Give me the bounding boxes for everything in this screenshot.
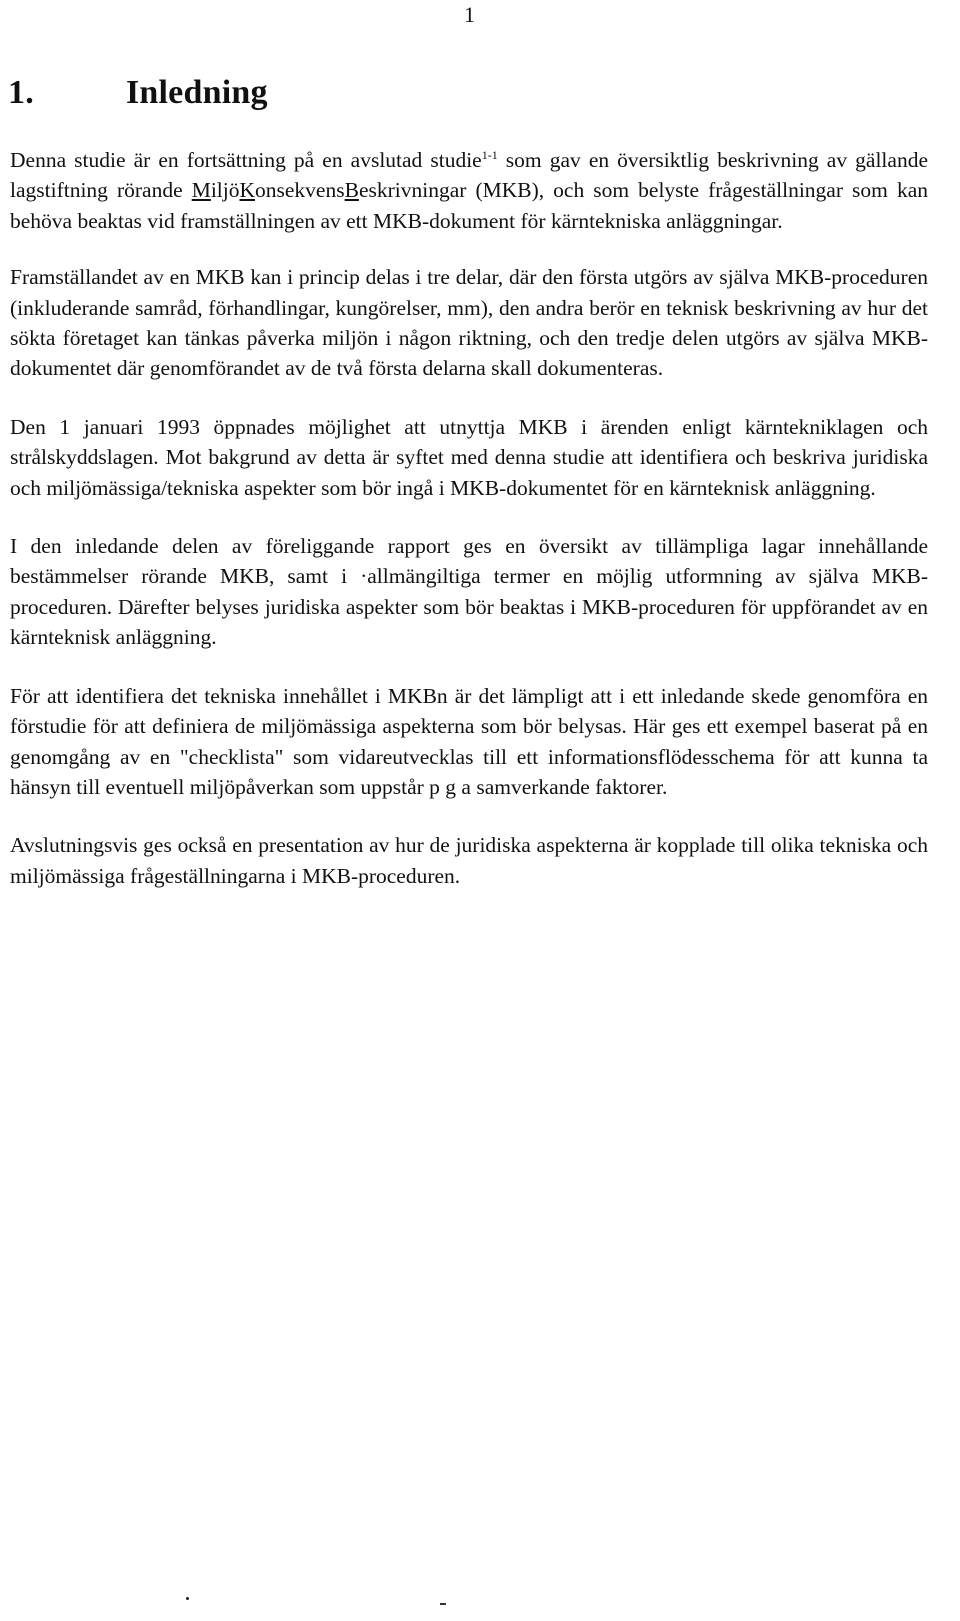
section-number: 1. [8,74,34,111]
paragraph-report-overview: I den inledande delen av föreliggande rapport ges en översikt av tillämpliga lagar innehållande bestämmelser rörande MKB, samt i ·allmängiltiga termer en möjlig utformning av själva MKB-proceduren. Därefter belyses juridiska aspekter som bör beaktas i MKB-proceduren för uppförandet av en kärnteknisk anläggning. [10,534,928,650]
scan-artifact-dot [186,1597,189,1600]
paragraph-intro-text-1: Denna studie är en fortsättning på en avslutad studie [10,148,482,172]
paragraph-intro-text-2: som gav en översiktlig beskrivning av gällande lagstiftning rörande [10,148,928,203]
body-text [10,145,928,919]
paragraph-intro [10,145,928,236]
footnote-reference: 1-1 [481,147,498,162]
paragraph-purpose: Den 1 januari 1993 öppnades möjlighet att utnyttja MKB i ärenden enligt kärntekniklagen och strålskyddslagen. Mot bakgrund av detta är syftet med denna studie att identifiera och beskriva juridiska och miljömässiga/tekniska aspekter som bör ingå i MKB-dokumentet för en kärnteknisk anläggning. [10,414,928,500]
section-title: Inledning [126,74,268,111]
section-heading [8,74,268,111]
underlined-letter-k: K [239,178,256,203]
paragraph-intro-text-5: eskrivningar (MKB), och som belyste frågeställningar som kan behöva beaktas vid framställningen av ett MKB-dokument för kärntekniska anläggningar. [10,178,928,233]
paragraph-intro-text-4: onsekvens [255,178,345,203]
underlined-letter-b: B [344,178,359,203]
paragraph-mkb-parts: Framställandet av en MKB kan i princip delas i tre delar, där den första utgörs av själva MKB-proceduren (inkluderande samråd, förhandlingar, kungörelser, mm), den andra berör en teknisk beskrivning av hur det sökta företaget kan tänkas påverka miljön i någon riktning, och den tredje delen utgörs av själva MKB-dokumentet där genomförandet av de två första delarna skall dokumenteras. [10,265,928,381]
paragraph-conclusion: Avslutningsvis ges också en presentation av hur de juridiska aspekterna är kopplade till olika tekniska och miljömässiga frågeställningarna i MKB-proceduren. [10,833,928,888]
paragraph-prestudy: För att identifiera det tekniska innehållet i MKBn är det lämpligt att i ett inledande skede genomföra en förstudie för att definiera de miljömässiga aspekterna som bör belysas. Här ges ett exempel baserat på en genomgång av en "checklista" som vidareutvecklas till ett informationsflödesschema för att kunna ta hänsyn till eventuell miljöpåverkan som uppstår p g a samverkande faktorer. [10,683,928,799]
page-number: 1 [464,2,475,27]
paragraph-intro-text-3: iljö [210,178,240,203]
scan-artifact-mark [440,1603,446,1605]
underlined-letter-m: M [191,178,211,203]
